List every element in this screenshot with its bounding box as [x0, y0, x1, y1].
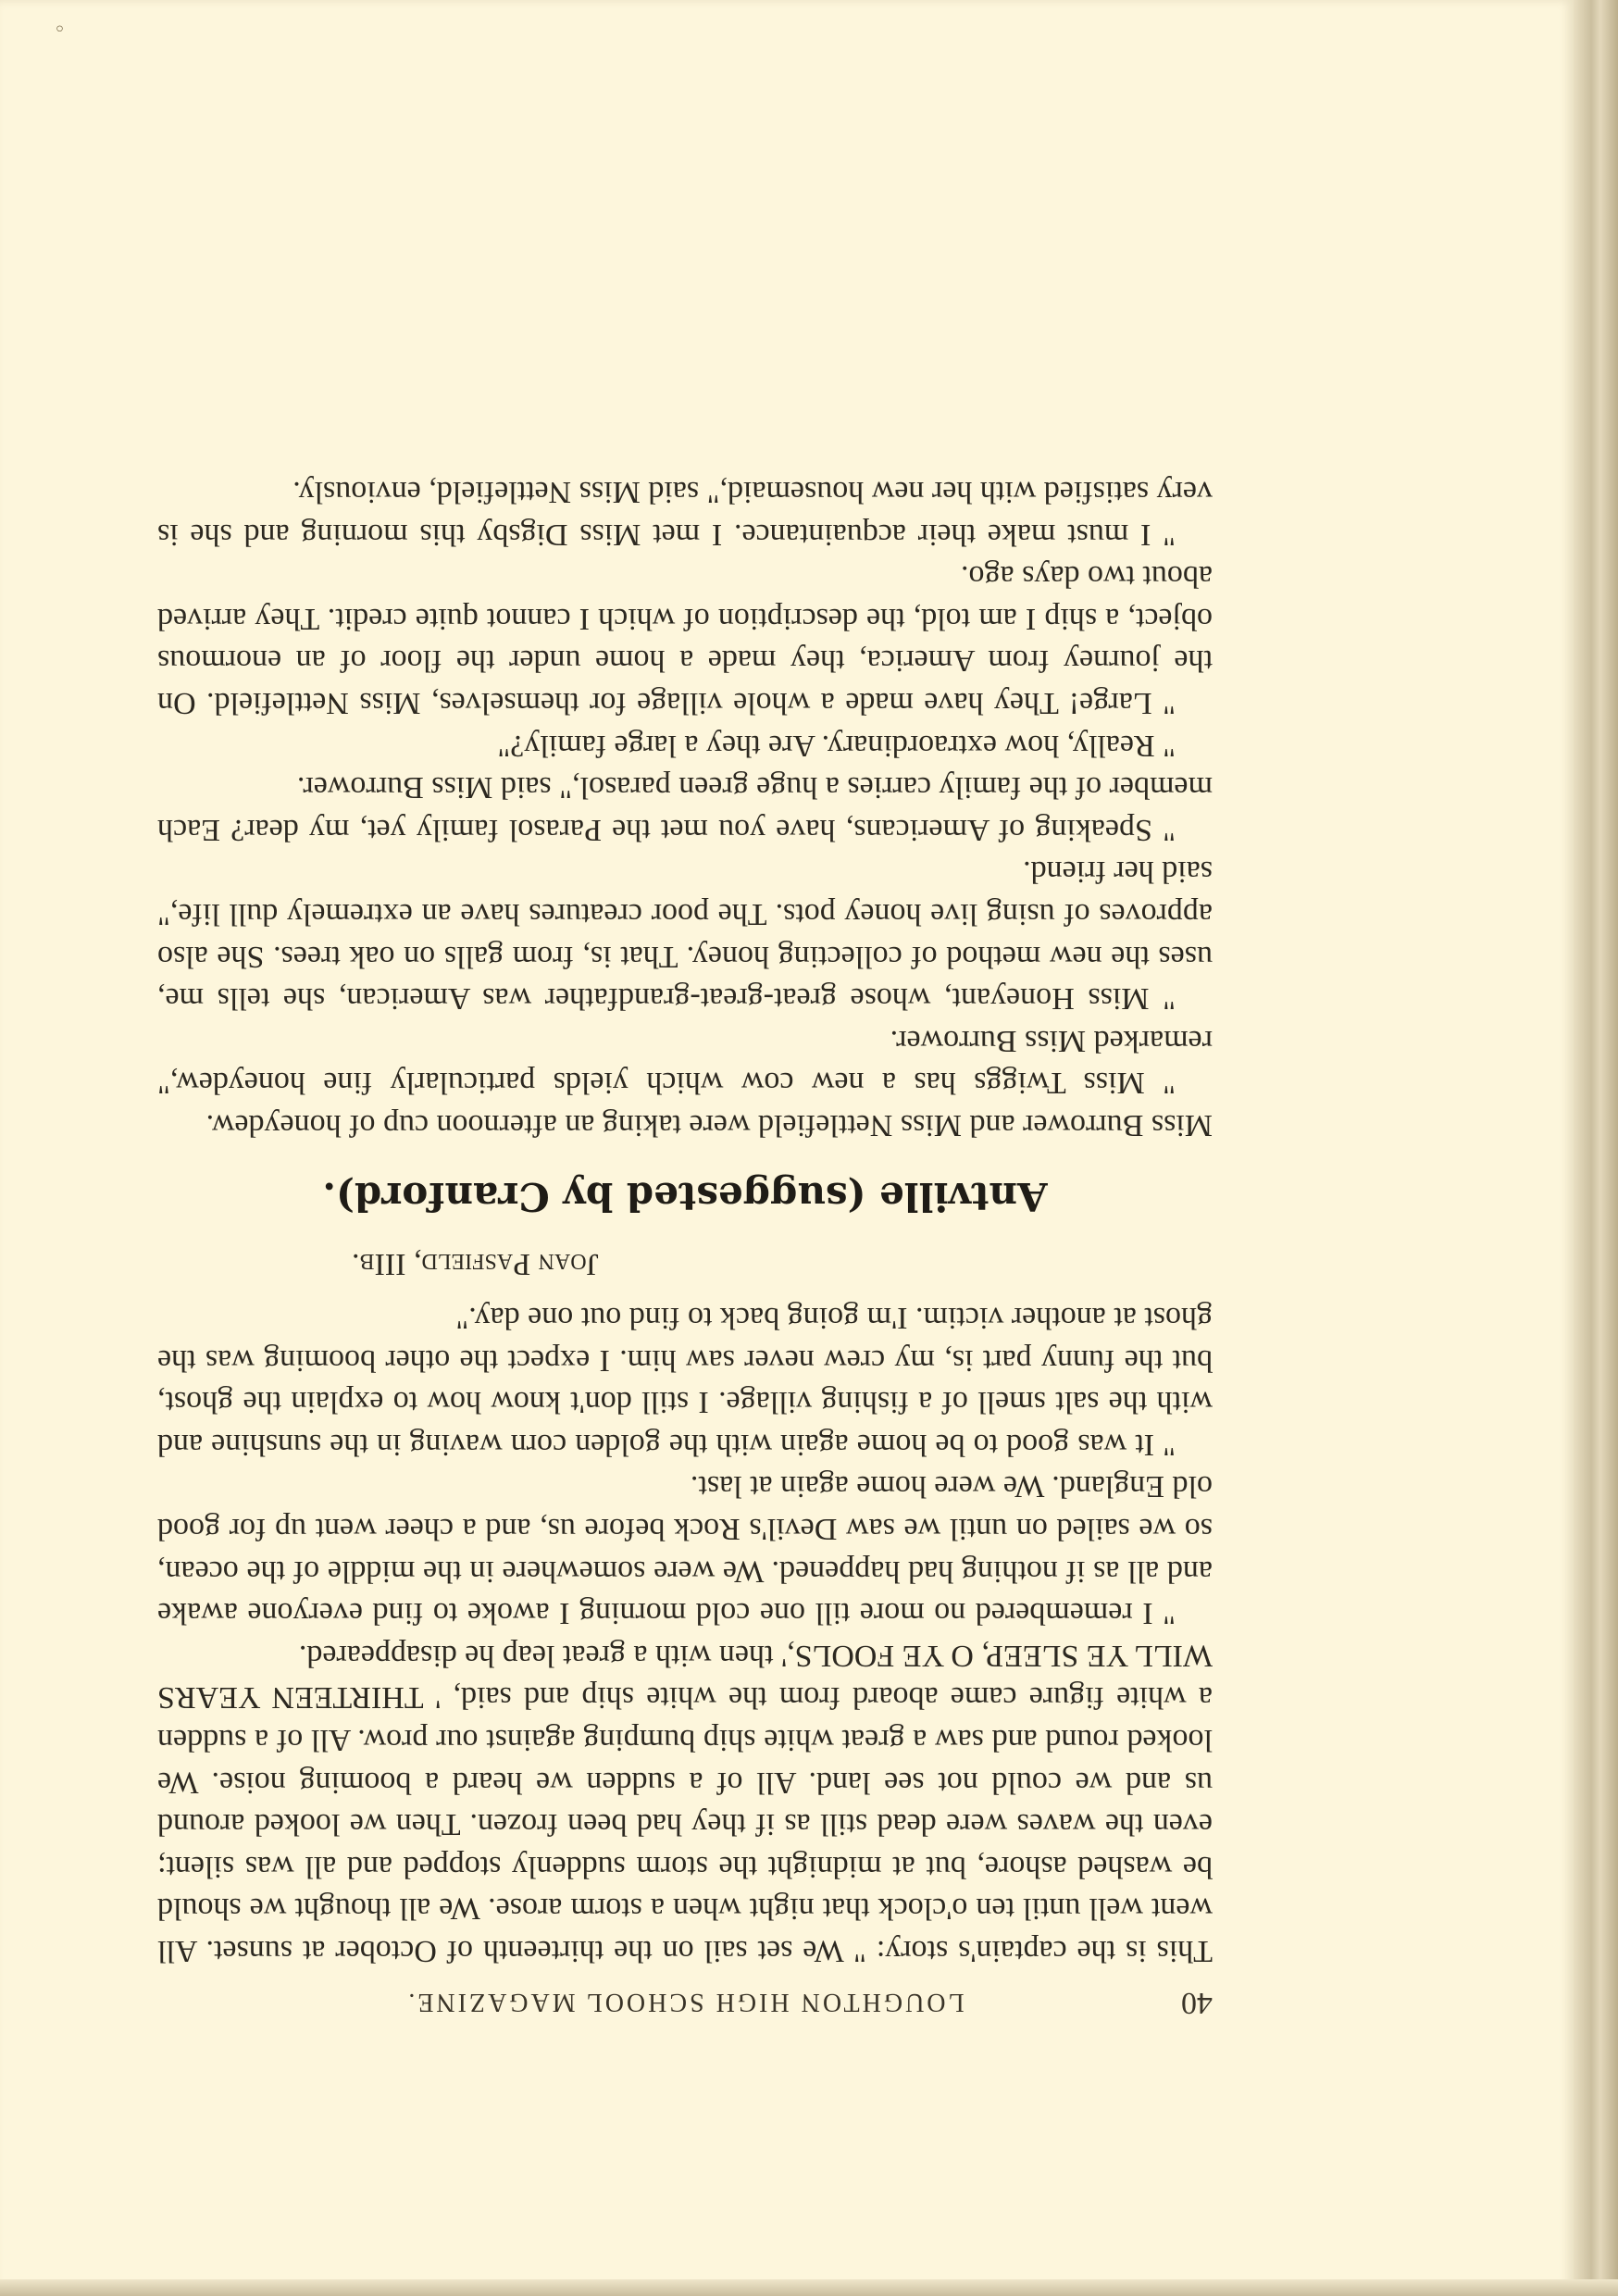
- page-edge-right: [1574, 0, 1618, 2296]
- story-2-paragraph-3: " Miss Honeyant, whose great-great-grandfather was American, she tells me, uses the new method of collecting honey. That is, from galls on oak trees. She also approves of using live honey pots. The poor creatures have an extremely dull life," said her friend.: [157, 855, 1213, 1017]
- story-2-paragraph-1: Miss Burrower and Miss Nettlefield were taking an afternoon cup of honeydew.: [205, 1107, 1213, 1142]
- story-2-paragraph-7: " I must make their acquaintance. I met Miss Digsby this morning and she is very satisfied with her new housemaid," said Miss Nettlefield, enviously.: [157, 475, 1213, 552]
- upside-down-text-block: [157, 139, 1213, 2028]
- story-2-paragraph-2: " Miss Twiggs has a new cow which yields particularly fine honeydew," remarked Miss Burrower.: [157, 1023, 1213, 1101]
- story-1-paragraph-3: " It was good to be home again with the golden corn waving in the sunshine and with the salt smell of a fishing village. I still don't know how to explain the ghost, but the funny part is, my crew never saw him. I expect the other booming was the ghost at another victim. I'm going back to find out one day.": [157, 1301, 1213, 1462]
- page-number: 40: [1181, 1986, 1213, 2020]
- corner-mark: ◦: [54, 19, 66, 42]
- page-header: [157, 1972, 1213, 2028]
- story-1-byline: Joan Pasfield, IIIb.: [352, 1247, 599, 1282]
- story-2-body: [157, 470, 1213, 1146]
- story-2-paragraph-6: " Large! They have made a whole village for themselves, Miss Nettlefield. On the journey from America, they made a home under the floor of an enormous object, a ship I am told, the description of which I cannot quite credit. They arrived about two days ago.: [157, 559, 1213, 720]
- story-2-title: Antville (suggested by Cranford).: [322, 1173, 1048, 1219]
- page-edge-bottom: [0, 2279, 1618, 2296]
- story-2-paragraph-4: " Speaking of Americans, have you met the Parasol family yet, my dear? Each member of the family carries a huge green parasol," said Miss Burrower.: [157, 770, 1213, 847]
- story-2-paragraph-5: " Really, how extraordinary. Are they a large family?": [497, 728, 1176, 763]
- story-1-body: [157, 1297, 1213, 1973]
- story-1-paragraph-2: " I remembered no more till one cold morning I awoke to find everyone awake and all as if nothing had happened. We were somewhere in the middle of the ocean, so we sailed on until we saw Devil's Rock before us, and a cheer went up for good old England. We were home again at last.: [157, 1469, 1213, 1631]
- running-head: LOUGHTON HIGH SCHOOL MAGAZINE.: [405, 1988, 965, 2016]
- story-1-paragraph-1: This is the captain's story: " We set sail on the thirteenth of October at sunset. All went well until ten o'clock that night when a storm arose. We all thought we should be washed ashore, but at midnight the storm suddenly stopped and all was silent; even the waves were dead still as if they had been frozen. Then we looked around us and we could not see land. All of a sudden we heard a booming noise. We looked round and saw a great white ship bumping against our prow. All of a sudden a white figure came aboard from the white ship and said, ' THIRTEEN YEARS WILL YE SLEEP, O YE FOOLS,' then with a great leap he disappeared.: [157, 1638, 1213, 1968]
